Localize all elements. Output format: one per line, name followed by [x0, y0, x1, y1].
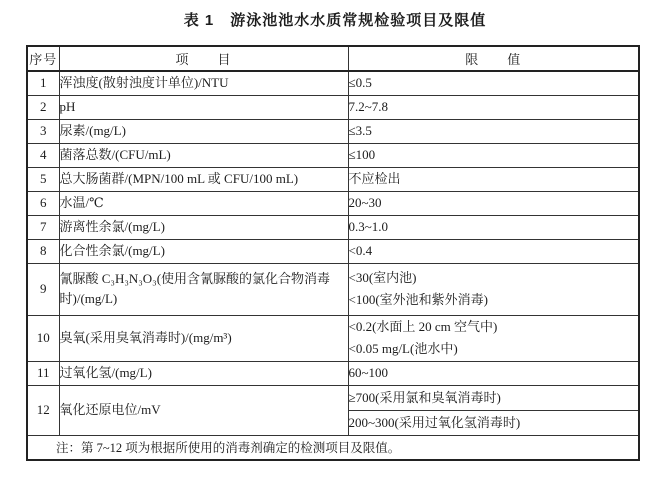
row-item: 臭氧(采用臭氧消毒时)/(mg/m³): [59, 315, 348, 361]
row-limit: 不应检出: [348, 167, 639, 191]
table-row: [27, 385, 639, 410]
row-no: 2: [27, 95, 59, 119]
table-row: [27, 95, 639, 119]
limit-line: <30(室内池): [348, 270, 417, 285]
row-no: 10: [27, 315, 59, 361]
table-row: [27, 239, 639, 263]
row-limit: 20~30: [348, 191, 639, 215]
col-header-limit: 限 值: [348, 46, 639, 71]
row-limit: <0.4: [348, 239, 639, 263]
col-header-item: 项 目: [59, 46, 348, 71]
row-no: 4: [27, 143, 59, 167]
table-row: [27, 315, 639, 361]
table-row: [27, 263, 639, 315]
row-item: pH: [59, 95, 348, 119]
row-limit: ≥700(采用氯和臭氧消毒时): [348, 385, 639, 410]
table-row: [27, 71, 639, 95]
table-note: 注：第 7~12 项为根据所使用的消毒剂确定的检测项目及限值。: [27, 435, 639, 460]
header-row: [27, 46, 639, 71]
row-item: 游离性余氯/(mg/L): [59, 215, 348, 239]
row-limit: ≤3.5: [348, 119, 639, 143]
row-no: 6: [27, 191, 59, 215]
table-row: [27, 361, 639, 385]
limit-line: <0.05 mg/L(池水中): [348, 341, 458, 356]
row-item: 过氧化氢/(mg/L): [59, 361, 348, 385]
row-limit: [348, 315, 639, 361]
row-no: 3: [27, 119, 59, 143]
table-title: 表 1 游泳池池水水质常规检验项目及限值: [183, 12, 487, 29]
row-no: 9: [27, 263, 59, 315]
table-row: [27, 143, 639, 167]
row-no: 7: [27, 215, 59, 239]
row-item: 尿素/(mg/L): [59, 119, 348, 143]
limit-line: <100(室外池和紫外消毒): [348, 292, 488, 307]
row-limit: ≤0.5: [348, 71, 639, 95]
row-item: 氧化还原电位/mV: [59, 385, 348, 435]
row-limit: 200~300(采用过氧化氢消毒时): [348, 410, 639, 435]
row-limit: 7.2~7.8: [348, 95, 639, 119]
row-no: 12: [27, 385, 59, 435]
row-no: 11: [27, 361, 59, 385]
water-quality-table: [26, 45, 640, 461]
row-limit: [348, 263, 639, 315]
col-header-no: 序号: [27, 46, 59, 71]
row-item: 浑浊度(散射浊度计单位)/NTU: [59, 71, 348, 95]
row-item: 水温/℃: [59, 191, 348, 215]
row-limit: 0.3~1.0: [348, 215, 639, 239]
table-row: [27, 191, 639, 215]
row-no: 1: [27, 71, 59, 95]
row-no: 5: [27, 167, 59, 191]
table-note-row: [27, 435, 639, 460]
row-limit: 60~100: [348, 361, 639, 385]
table-row: [27, 119, 639, 143]
row-item: 化合性余氯/(mg/L): [59, 239, 348, 263]
limit-line: <0.2(水面上 20 cm 空气中): [348, 319, 498, 334]
row-limit: ≤100: [348, 143, 639, 167]
row-item: 氰脲酸 C₃H₃N₃O₃(使用含氰脲酸的氯化合物消毒时)/(mg/L): [59, 263, 348, 315]
row-item: 总大肠菌群/(MPN/100 mL 或 CFU/100 mL): [59, 167, 348, 191]
row-item: 菌落总数/(CFU/mL): [59, 143, 348, 167]
table-row: [27, 167, 639, 191]
row-no: 8: [27, 239, 59, 263]
table-row: [27, 215, 639, 239]
